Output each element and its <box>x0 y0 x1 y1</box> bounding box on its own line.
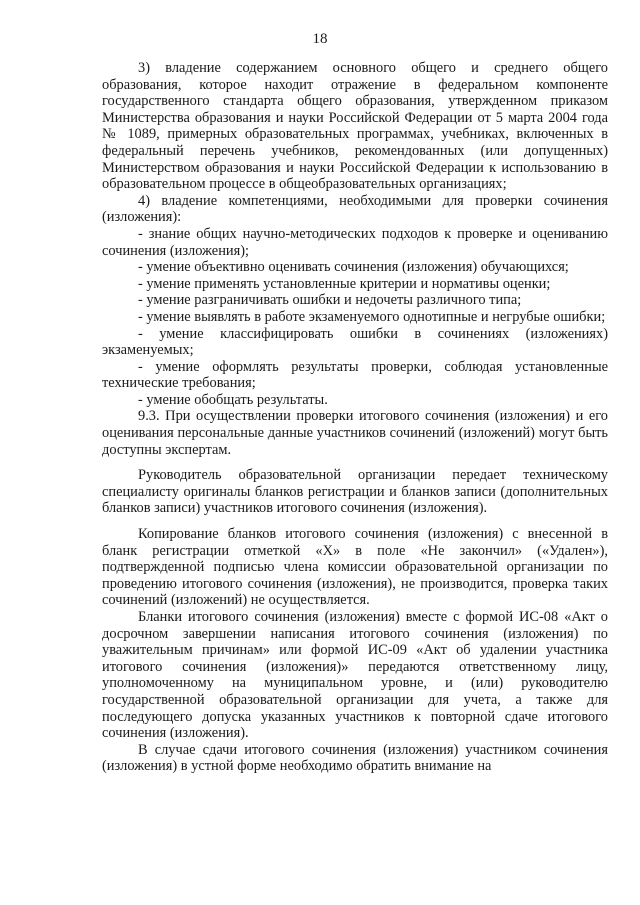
document-body <box>102 60 608 775</box>
page-number: 18 <box>312 31 328 47</box>
list-item-summarize-results: - умение обобщать результаты. <box>138 391 328 408</box>
paragraph-forms-is08-is09: Бланки итогового сочинения (изложения) вместе с формой ИС-08 «Акт о досрочном завершении написания итогового сочинения (изложения) по уважительным причинам» или формой ИС-09 «Акт об удалении участника итогового сочинения (изложения)» передаются ответственному лицу, уполномоченному на муниципальном уровне, и (или) руководителю государственной образовательной организации для учета, а также для последующего допуска указанных участников к повторной сдаче итогового сочинения (изложения). <box>102 609 608 742</box>
list-item-distinguish-errors: - умение разграничивать ошибки и недочеты различного типа; <box>138 292 522 309</box>
list-item-apply-criteria: - умение применять установленные критерии и нормативы оценки; <box>138 275 551 292</box>
list-item-methodical-approaches: - знание общих научно-методических подходов к проверке и оцениванию сочинения (изложения); <box>102 225 608 259</box>
paragraph-head-transfers-forms: Руководитель образовательной организации передает техническому специалисту оригиналы бланков регистрации и бланков записи (дополнительных бланков записи) участников итогового сочинения (изложения). <box>102 467 608 517</box>
paragraph-copying-forms: Копирование бланков итогового сочинения (изложения) с внесенной в бланк регистрации отметкой «Х» в поле «Не закончил» («Удален»), подтвержденной подписью члена комиссии образовательной организации по проведению итогового сочинения (изложения), не производится, проверка таких сочинений (изложений) не осуществляется. <box>102 526 608 609</box>
paragraph-item-4-competencies: 4) владение компетенциями, необходимыми для проверки сочинения (изложения): <box>102 192 608 226</box>
list-item-identify-errors: - умение выявлять в работе экзаменуемого однотипные и негрубые ошибки; <box>138 308 606 325</box>
list-item-format-results: - умение оформлять результаты проверки, соблюдая установленные технические требования; <box>102 358 608 392</box>
list-item-objective-assessment: - умение объективно оценивать сочинения (изложения) обучающихся; <box>138 259 569 276</box>
paragraph-9-3-personal-data: 9.3. При осуществлении проверки итогового сочинения (изложения) и его оценивания персональные данные участников сочинений (изложений) могут быть доступны экспертам. <box>102 408 608 458</box>
paragraph-oral-form: В случае сдачи итогового сочинения (изложения) участником сочинения (изложения) в устной форме необходимо обратить внимание на <box>102 741 608 775</box>
paragraph-item-3-subject-knowledge: 3) владение содержанием основного общего и среднего общего образования, которое находит отражение в федеральном компоненте государственного стандарта общего образования, утвержденном приказом Министерства образования и науки Российской Федерации от 5 марта 2004 года № 1089, примерных образовательных программах, учебниках, включенных в федеральный перечень учебников, рекомендованных (или допущенных) Министерством образования и науки Российской Федерации к использованию в образовательном процессе в общеобразовательных организациях; <box>102 60 608 193</box>
list-item-classify-errors: - умение классифицировать ошибки в сочинениях (изложениях) экзаменуемых; <box>102 325 608 359</box>
